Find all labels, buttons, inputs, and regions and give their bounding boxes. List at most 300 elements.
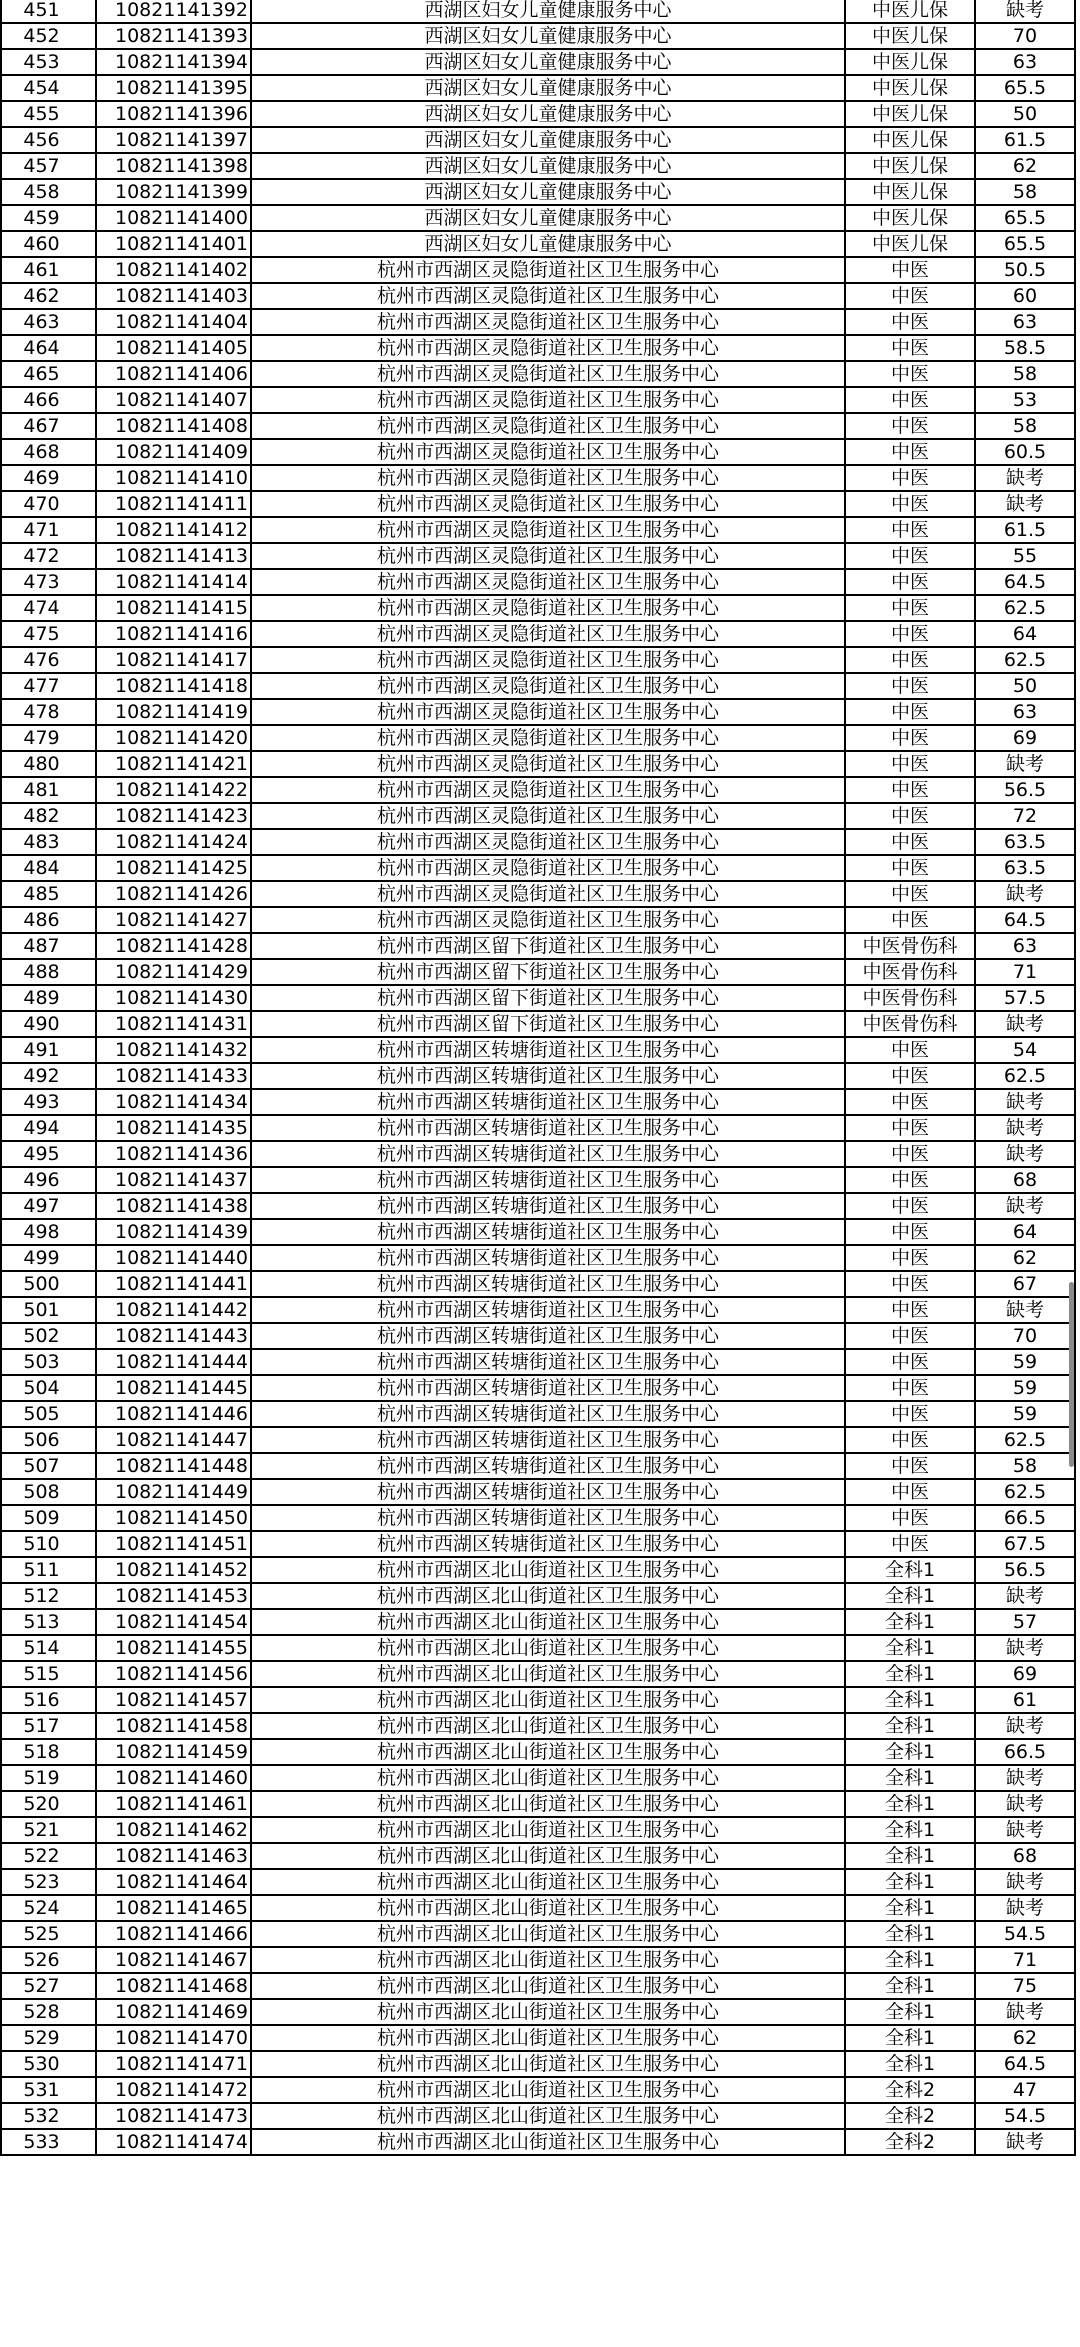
exam-id-cell: 10821141445 — [96, 1375, 251, 1401]
position-cell: 中医 — [845, 621, 975, 647]
unit-name-cell: 杭州市西湖区转塘街道社区卫生服务中心 — [251, 1375, 845, 1401]
row-number-cell: 456 — [1, 127, 96, 153]
score-cell: 缺考 — [975, 1141, 1075, 1167]
score-cell: 缺考 — [975, 1713, 1075, 1739]
exam-id-cell: 10821141421 — [96, 751, 251, 777]
row-number-cell: 521 — [1, 1817, 96, 1843]
row-number-cell: 464 — [1, 335, 96, 361]
position-cell: 全科1 — [845, 1557, 975, 1583]
unit-name-cell: 杭州市西湖区灵隐街道社区卫生服务中心 — [251, 413, 845, 439]
score-cell: 68 — [975, 1167, 1075, 1193]
row-number-cell: 499 — [1, 1245, 96, 1271]
score-cell: 缺考 — [975, 1089, 1075, 1115]
table-row — [1, 387, 1075, 413]
table-row — [1, 595, 1075, 621]
score-cell: 50 — [975, 101, 1075, 127]
table-row — [1, 153, 1075, 179]
row-number-cell: 503 — [1, 1349, 96, 1375]
exam-id-cell: 10821141456 — [96, 1661, 251, 1687]
unit-name-cell: 杭州市西湖区灵隐街道社区卫生服务中心 — [251, 699, 845, 725]
unit-name-cell: 西湖区妇女儿童健康服务中心 — [251, 0, 845, 23]
table-row — [1, 1999, 1075, 2025]
score-cell: 60.5 — [975, 439, 1075, 465]
score-cell: 58 — [975, 361, 1075, 387]
scrollbar-thumb[interactable] — [1069, 1282, 1074, 1467]
row-number-cell: 496 — [1, 1167, 96, 1193]
score-cell: 58 — [975, 413, 1075, 439]
unit-name-cell: 杭州市西湖区灵隐街道社区卫生服务中心 — [251, 829, 845, 855]
row-number-cell: 531 — [1, 2077, 96, 2103]
score-cell: 54.5 — [975, 1921, 1075, 1947]
exam-id-cell: 10821141470 — [96, 2025, 251, 2051]
unit-name-cell: 杭州市西湖区转塘街道社区卫生服务中心 — [251, 1453, 845, 1479]
exam-id-cell: 10821141394 — [96, 49, 251, 75]
position-cell: 全科1 — [845, 1583, 975, 1609]
position-cell: 中医 — [845, 309, 975, 335]
table-row — [1, 1375, 1075, 1401]
position-cell: 中医骨伤科 — [845, 933, 975, 959]
unit-name-cell: 杭州市西湖区北山街道社区卫生服务中心 — [251, 1843, 845, 1869]
position-cell: 中医儿保 — [845, 179, 975, 205]
row-number-cell: 462 — [1, 283, 96, 309]
row-number-cell: 480 — [1, 751, 96, 777]
unit-name-cell: 杭州市西湖区转塘街道社区卫生服务中心 — [251, 1219, 845, 1245]
table-row — [1, 1479, 1075, 1505]
row-number-cell: 474 — [1, 595, 96, 621]
row-number-cell: 488 — [1, 959, 96, 985]
position-cell: 中医 — [845, 1427, 975, 1453]
position-cell: 全科1 — [845, 1973, 975, 1999]
score-cell: 62 — [975, 2025, 1075, 2051]
row-number-cell: 493 — [1, 1089, 96, 1115]
score-cell: 缺考 — [975, 1869, 1075, 1895]
exam-id-cell: 10821141431 — [96, 1011, 251, 1037]
score-cell: 缺考 — [975, 1193, 1075, 1219]
row-number-cell: 487 — [1, 933, 96, 959]
table-row — [1, 621, 1075, 647]
score-cell: 57 — [975, 1609, 1075, 1635]
table-row — [1, 257, 1075, 283]
score-cell: 55 — [975, 543, 1075, 569]
exam-id-cell: 10821141435 — [96, 1115, 251, 1141]
exam-id-cell: 10821141466 — [96, 1921, 251, 1947]
position-cell: 中医 — [845, 673, 975, 699]
exam-id-cell: 10821141434 — [96, 1089, 251, 1115]
position-cell: 中医 — [845, 907, 975, 933]
position-cell: 中医 — [845, 595, 975, 621]
position-cell: 中医 — [845, 491, 975, 517]
row-number-cell: 477 — [1, 673, 96, 699]
exam-id-cell: 10821141439 — [96, 1219, 251, 1245]
exam-id-cell: 10821141447 — [96, 1427, 251, 1453]
score-cell: 64 — [975, 1219, 1075, 1245]
exam-id-cell: 10821141419 — [96, 699, 251, 725]
score-cell: 61 — [975, 1687, 1075, 1713]
unit-name-cell: 杭州市西湖区北山街道社区卫生服务中心 — [251, 2051, 845, 2077]
exam-id-cell: 10821141396 — [96, 101, 251, 127]
exam-id-cell: 10821141446 — [96, 1401, 251, 1427]
score-cell: 66.5 — [975, 1739, 1075, 1765]
unit-name-cell: 杭州市西湖区转塘街道社区卫生服务中心 — [251, 1401, 845, 1427]
row-number-cell: 509 — [1, 1505, 96, 1531]
position-cell: 中医 — [845, 1479, 975, 1505]
table-row — [1, 179, 1075, 205]
unit-name-cell: 西湖区妇女儿童健康服务中心 — [251, 75, 845, 101]
position-cell: 中医 — [845, 725, 975, 751]
exam-id-cell: 10821141428 — [96, 933, 251, 959]
table-row — [1, 1921, 1075, 1947]
row-number-cell: 511 — [1, 1557, 96, 1583]
row-number-cell: 452 — [1, 23, 96, 49]
exam-id-cell: 10821141474 — [96, 2129, 251, 2155]
position-cell: 中医儿保 — [845, 75, 975, 101]
score-cell: 62.5 — [975, 647, 1075, 673]
exam-id-cell: 10821141459 — [96, 1739, 251, 1765]
row-number-cell: 476 — [1, 647, 96, 673]
position-cell: 中医 — [845, 803, 975, 829]
position-cell: 全科1 — [845, 2051, 975, 2077]
unit-name-cell: 杭州市西湖区灵隐街道社区卫生服务中心 — [251, 309, 845, 335]
table-row — [1, 881, 1075, 907]
row-number-cell: 473 — [1, 569, 96, 595]
row-number-cell: 482 — [1, 803, 96, 829]
table-row — [1, 361, 1075, 387]
unit-name-cell: 杭州市西湖区北山街道社区卫生服务中心 — [251, 1713, 845, 1739]
table-row — [1, 1063, 1075, 1089]
position-cell: 中医儿保 — [845, 231, 975, 257]
position-cell: 全科1 — [845, 1765, 975, 1791]
unit-name-cell: 杭州市西湖区灵隐街道社区卫生服务中心 — [251, 621, 845, 647]
position-cell: 中医 — [845, 1193, 975, 1219]
table-row — [1, 1271, 1075, 1297]
position-cell: 全科1 — [845, 1999, 975, 2025]
unit-name-cell: 杭州市西湖区灵隐街道社区卫生服务中心 — [251, 803, 845, 829]
score-cell: 缺考 — [975, 1297, 1075, 1323]
row-number-cell: 507 — [1, 1453, 96, 1479]
row-number-cell: 492 — [1, 1063, 96, 1089]
exam-id-cell: 10821141407 — [96, 387, 251, 413]
row-number-cell: 506 — [1, 1427, 96, 1453]
score-cell: 缺考 — [975, 0, 1075, 23]
position-cell: 全科1 — [845, 1687, 975, 1713]
score-cell: 62 — [975, 153, 1075, 179]
unit-name-cell: 杭州市西湖区北山街道社区卫生服务中心 — [251, 1661, 845, 1687]
unit-name-cell: 杭州市西湖区转塘街道社区卫生服务中心 — [251, 1167, 845, 1193]
position-cell: 中医 — [845, 1297, 975, 1323]
position-cell: 中医儿保 — [845, 23, 975, 49]
unit-name-cell: 杭州市西湖区灵隐街道社区卫生服务中心 — [251, 335, 845, 361]
position-cell: 全科1 — [845, 1713, 975, 1739]
table-row — [1, 1739, 1075, 1765]
unit-name-cell: 杭州市西湖区北山街道社区卫生服务中心 — [251, 1895, 845, 1921]
score-cell: 64 — [975, 621, 1075, 647]
exam-id-cell: 10821141426 — [96, 881, 251, 907]
table-row — [1, 1765, 1075, 1791]
row-number-cell: 498 — [1, 1219, 96, 1245]
table-row — [1, 49, 1075, 75]
unit-name-cell: 杭州市西湖区北山街道社区卫生服务中心 — [251, 1869, 845, 1895]
position-cell: 中医 — [845, 1505, 975, 1531]
row-number-cell: 532 — [1, 2103, 96, 2129]
row-number-cell: 489 — [1, 985, 96, 1011]
score-cell: 56.5 — [975, 1557, 1075, 1583]
exam-id-cell: 10821141430 — [96, 985, 251, 1011]
exam-id-cell: 10821141457 — [96, 1687, 251, 1713]
score-cell: 缺考 — [975, 1583, 1075, 1609]
table-row — [1, 517, 1075, 543]
score-cell: 63.5 — [975, 829, 1075, 855]
unit-name-cell: 杭州市西湖区灵隐街道社区卫生服务中心 — [251, 439, 845, 465]
row-number-cell: 483 — [1, 829, 96, 855]
table-row — [1, 1427, 1075, 1453]
exam-id-cell: 10821141472 — [96, 2077, 251, 2103]
table-row — [1, 855, 1075, 881]
position-cell: 全科1 — [845, 1947, 975, 1973]
exam-id-cell: 10821141395 — [96, 75, 251, 101]
position-cell: 全科1 — [845, 1739, 975, 1765]
position-cell: 中医 — [845, 647, 975, 673]
table-row — [1, 1947, 1075, 1973]
exam-id-cell: 10821141467 — [96, 1947, 251, 1973]
row-number-cell: 468 — [1, 439, 96, 465]
unit-name-cell: 西湖区妇女儿童健康服务中心 — [251, 205, 845, 231]
exam-id-cell: 10821141415 — [96, 595, 251, 621]
position-cell: 全科2 — [845, 2103, 975, 2129]
unit-name-cell: 杭州市西湖区灵隐街道社区卫生服务中心 — [251, 465, 845, 491]
exam-id-cell: 10821141392 — [96, 0, 251, 23]
unit-name-cell: 杭州市西湖区留下街道社区卫生服务中心 — [251, 959, 845, 985]
unit-name-cell: 杭州市西湖区灵隐街道社区卫生服务中心 — [251, 673, 845, 699]
exam-id-cell: 10821141468 — [96, 1973, 251, 1999]
row-number-cell: 525 — [1, 1921, 96, 1947]
position-cell: 中医 — [845, 517, 975, 543]
unit-name-cell: 杭州市西湖区留下街道社区卫生服务中心 — [251, 1011, 845, 1037]
table-row — [1, 1011, 1075, 1037]
row-number-cell: 524 — [1, 1895, 96, 1921]
score-cell: 69 — [975, 1661, 1075, 1687]
score-cell: 70 — [975, 23, 1075, 49]
position-cell: 中医 — [845, 1531, 975, 1557]
score-cell: 56.5 — [975, 777, 1075, 803]
unit-name-cell: 杭州市西湖区灵隐街道社区卫生服务中心 — [251, 569, 845, 595]
table-row — [1, 933, 1075, 959]
position-cell: 中医儿保 — [845, 49, 975, 75]
score-cell: 58 — [975, 1453, 1075, 1479]
score-cell: 62.5 — [975, 1479, 1075, 1505]
score-cell: 67.5 — [975, 1531, 1075, 1557]
table-row — [1, 1115, 1075, 1141]
table-row — [1, 725, 1075, 751]
exam-id-cell: 10821141412 — [96, 517, 251, 543]
position-cell: 中医 — [845, 1115, 975, 1141]
table-row — [1, 1297, 1075, 1323]
position-cell: 中医 — [845, 1349, 975, 1375]
score-cell: 63 — [975, 933, 1075, 959]
table-row — [1, 1635, 1075, 1661]
unit-name-cell: 西湖区妇女儿童健康服务中心 — [251, 127, 845, 153]
table-row — [1, 673, 1075, 699]
exam-id-cell: 10821141448 — [96, 1453, 251, 1479]
exam-id-cell: 10821141437 — [96, 1167, 251, 1193]
row-number-cell: 533 — [1, 2129, 96, 2155]
table-row — [1, 1453, 1075, 1479]
exam-id-cell: 10821141416 — [96, 621, 251, 647]
exam-id-cell: 10821141443 — [96, 1323, 251, 1349]
score-cell: 63 — [975, 49, 1075, 75]
table-row — [1, 2025, 1075, 2051]
score-cell: 66.5 — [975, 1505, 1075, 1531]
unit-name-cell: 杭州市西湖区灵隐街道社区卫生服务中心 — [251, 647, 845, 673]
row-number-cell: 451 — [1, 0, 96, 23]
unit-name-cell: 杭州市西湖区转塘街道社区卫生服务中心 — [251, 1505, 845, 1531]
position-cell: 中医骨伤科 — [845, 1011, 975, 1037]
table-row — [1, 699, 1075, 725]
unit-name-cell: 杭州市西湖区灵隐街道社区卫生服务中心 — [251, 387, 845, 413]
unit-name-cell: 杭州市西湖区北山街道社区卫生服务中心 — [251, 1947, 845, 1973]
unit-name-cell: 杭州市西湖区转塘街道社区卫生服务中心 — [251, 1063, 845, 1089]
row-number-cell: 459 — [1, 205, 96, 231]
exam-id-cell: 10821141433 — [96, 1063, 251, 1089]
score-cell: 缺考 — [975, 1635, 1075, 1661]
exam-id-cell: 10821141424 — [96, 829, 251, 855]
row-number-cell: 467 — [1, 413, 96, 439]
score-cell: 62.5 — [975, 1427, 1075, 1453]
position-cell: 中医 — [845, 1037, 975, 1063]
exam-id-cell: 10821141410 — [96, 465, 251, 491]
row-number-cell: 512 — [1, 1583, 96, 1609]
unit-name-cell: 杭州市西湖区北山街道社区卫生服务中心 — [251, 2077, 845, 2103]
unit-name-cell: 杭州市西湖区转塘街道社区卫生服务中心 — [251, 1089, 845, 1115]
score-cell: 65.5 — [975, 75, 1075, 101]
row-number-cell: 515 — [1, 1661, 96, 1687]
score-table-body — [1, 0, 1075, 2155]
score-cell: 缺考 — [975, 751, 1075, 777]
unit-name-cell: 杭州市西湖区灵隐街道社区卫生服务中心 — [251, 361, 845, 387]
row-number-cell: 453 — [1, 49, 96, 75]
position-cell: 中医 — [845, 1141, 975, 1167]
table-row — [1, 1843, 1075, 1869]
exam-id-cell: 10821141453 — [96, 1583, 251, 1609]
position-cell: 中医 — [845, 855, 975, 881]
score-cell: 54.5 — [975, 2103, 1075, 2129]
exam-id-cell: 10821141397 — [96, 127, 251, 153]
score-cell: 62.5 — [975, 595, 1075, 621]
score-cell: 缺考 — [975, 465, 1075, 491]
score-cell: 64.5 — [975, 569, 1075, 595]
position-cell: 全科1 — [845, 1895, 975, 1921]
table-row — [1, 1037, 1075, 1063]
row-number-cell: 508 — [1, 1479, 96, 1505]
exam-id-cell: 10821141452 — [96, 1557, 251, 1583]
score-cell: 54 — [975, 1037, 1075, 1063]
position-cell: 中医儿保 — [845, 127, 975, 153]
table-row — [1, 1609, 1075, 1635]
exam-id-cell: 10821141408 — [96, 413, 251, 439]
exam-id-cell: 10821141409 — [96, 439, 251, 465]
score-cell: 60 — [975, 283, 1075, 309]
exam-id-cell: 10821141401 — [96, 231, 251, 257]
unit-name-cell: 杭州市西湖区北山街道社区卫生服务中心 — [251, 2025, 845, 2051]
score-cell: 缺考 — [975, 1011, 1075, 1037]
table-row — [1, 1193, 1075, 1219]
score-cell: 75 — [975, 1973, 1075, 1999]
position-cell: 全科1 — [845, 1843, 975, 1869]
unit-name-cell: 西湖区妇女儿童健康服务中心 — [251, 23, 845, 49]
table-row — [1, 491, 1075, 517]
position-cell: 中医 — [845, 1245, 975, 1271]
table-row — [1, 413, 1075, 439]
row-number-cell: 471 — [1, 517, 96, 543]
position-cell: 中医儿保 — [845, 205, 975, 231]
row-number-cell: 478 — [1, 699, 96, 725]
table-row — [1, 205, 1075, 231]
exam-id-cell: 10821141458 — [96, 1713, 251, 1739]
exam-id-cell: 10821141464 — [96, 1869, 251, 1895]
table-row — [1, 1401, 1075, 1427]
unit-name-cell: 杭州市西湖区北山街道社区卫生服务中心 — [251, 1635, 845, 1661]
exam-id-cell: 10821141404 — [96, 309, 251, 335]
score-cell: 72 — [975, 803, 1075, 829]
position-cell: 中医儿保 — [845, 101, 975, 127]
score-cell: 缺考 — [975, 881, 1075, 907]
table-row — [1, 1141, 1075, 1167]
exam-id-cell: 10821141454 — [96, 1609, 251, 1635]
row-number-cell: 454 — [1, 75, 96, 101]
table-row — [1, 569, 1075, 595]
row-number-cell: 526 — [1, 1947, 96, 1973]
unit-name-cell: 杭州市西湖区北山街道社区卫生服务中心 — [251, 1609, 845, 1635]
position-cell: 中医 — [845, 881, 975, 907]
exam-id-cell: 10821141442 — [96, 1297, 251, 1323]
exam-id-cell: 10821141403 — [96, 283, 251, 309]
unit-name-cell: 西湖区妇女儿童健康服务中心 — [251, 231, 845, 257]
unit-name-cell: 杭州市西湖区北山街道社区卫生服务中心 — [251, 1817, 845, 1843]
score-cell: 58 — [975, 179, 1075, 205]
table-row — [1, 803, 1075, 829]
row-number-cell: 457 — [1, 153, 96, 179]
unit-name-cell: 杭州市西湖区转塘街道社区卫生服务中心 — [251, 1037, 845, 1063]
score-cell: 63 — [975, 699, 1075, 725]
unit-name-cell: 杭州市西湖区转塘街道社区卫生服务中心 — [251, 1141, 845, 1167]
score-cell: 64.5 — [975, 907, 1075, 933]
unit-name-cell: 杭州市西湖区灵隐街道社区卫生服务中心 — [251, 751, 845, 777]
unit-name-cell: 杭州市西湖区灵隐街道社区卫生服务中心 — [251, 725, 845, 751]
score-cell: 63 — [975, 309, 1075, 335]
table-row — [1, 2103, 1075, 2129]
position-cell: 中医 — [845, 283, 975, 309]
unit-name-cell: 杭州市西湖区北山街道社区卫生服务中心 — [251, 1921, 845, 1947]
unit-name-cell: 杭州市西湖区转塘街道社区卫生服务中心 — [251, 1271, 845, 1297]
table-row — [1, 1791, 1075, 1817]
row-number-cell: 530 — [1, 2051, 96, 2077]
position-cell: 中医 — [845, 1219, 975, 1245]
score-cell: 53 — [975, 387, 1075, 413]
table-row — [1, 127, 1075, 153]
table-row — [1, 439, 1075, 465]
exam-id-cell: 10821141417 — [96, 647, 251, 673]
table-row — [1, 1713, 1075, 1739]
score-cell: 47 — [975, 2077, 1075, 2103]
unit-name-cell: 杭州市西湖区灵隐街道社区卫生服务中心 — [251, 907, 845, 933]
unit-name-cell: 杭州市西湖区北山街道社区卫生服务中心 — [251, 1583, 845, 1609]
exam-id-cell: 10821141461 — [96, 1791, 251, 1817]
unit-name-cell: 杭州市西湖区转塘街道社区卫生服务中心 — [251, 1349, 845, 1375]
position-cell: 中医 — [845, 361, 975, 387]
row-number-cell: 514 — [1, 1635, 96, 1661]
table-row — [1, 1505, 1075, 1531]
unit-name-cell: 杭州市西湖区灵隐街道社区卫生服务中心 — [251, 283, 845, 309]
position-cell: 中医骨伤科 — [845, 959, 975, 985]
